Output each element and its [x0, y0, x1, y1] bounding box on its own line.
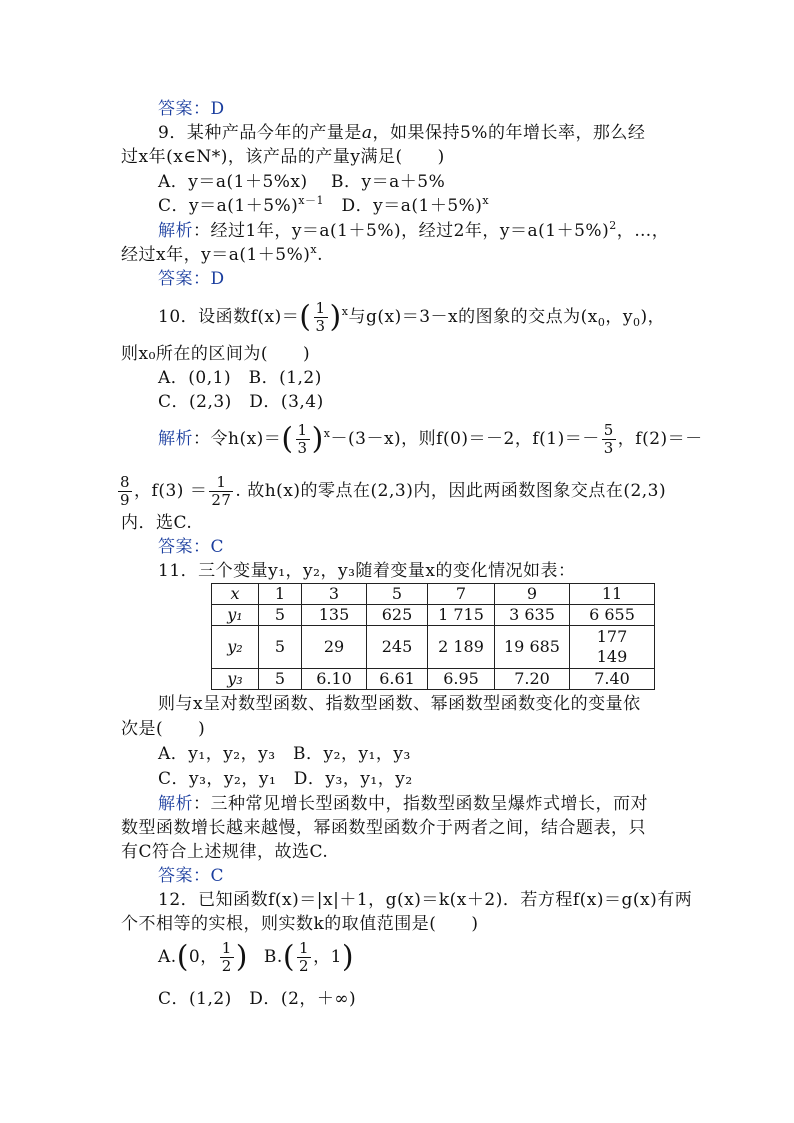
q9-answer: 答案：D [158, 269, 225, 289]
q10-options-cd: C．(2,3) D．(3,4) [158, 392, 324, 412]
table-cell: 9 [495, 584, 570, 605]
fraction: $\frac{1}{3}$ [315, 299, 326, 335]
q11-stem-line2: 次是( ) [121, 719, 206, 739]
table-cell: 177 149 [570, 626, 655, 669]
table-cell: 5 [367, 584, 428, 605]
q10-analysis-line1: 解析：令h(x)＝( $\frac{1}{3}$ )$^x$－(3－x)，则f(0)＝－2，f(1)＝－ $\frac{5}{3}$ ，f(2)＝－ [158, 421, 703, 457]
table-cell: 6.61 [367, 669, 428, 690]
q12-stem-line2: 个不相等的实根，则实数k的取值范围是( ) [121, 914, 479, 934]
q8-answer: 答案：D [158, 99, 225, 119]
table-cell: 7.20 [495, 669, 570, 690]
table-cell: 6 655 [570, 605, 655, 626]
table-cell: 6.10 [302, 669, 367, 690]
q11-answer: 答案：C [158, 866, 225, 886]
table-cell: 6.95 [428, 669, 495, 690]
q9-options-ab: A．y＝a(1＋5%x) B．y＝a＋5% [158, 172, 446, 192]
table-cell: 29 [302, 626, 367, 669]
q10-analysis-line3: 内．选C. [121, 513, 193, 533]
q11-analysis-line1: 解析：三种常见增长型函数中，指数型函数呈爆炸式增长，而对 [158, 794, 648, 814]
q9-stem-line2: 过x年(x∈N*)，该产品的产量y满足( ) [121, 147, 445, 167]
table-cell: 19 685 [495, 626, 570, 669]
q11-analysis-line2: 数型函数增长越来越慢，幂函数型函数介于两者之间，结合题表，只 [121, 818, 646, 838]
q11-options-cd: C．y₃，y₂，y₁ D．y₃，y₁，y₂ [158, 769, 413, 789]
q10-stem-line1: 10．设函数f(x)＝( $\frac{1}{3}$ )$^x$与g(x)＝3－x的图象的交点为($x_0$，$y_0$)， [158, 299, 666, 335]
q9-stem-line1: 9．某种产品今年的产量是a，如果保持5%的年增长率，那么经 [158, 123, 646, 143]
q9-analysis-line2: 经过x年，$y=a(1+5\%)^x$. [121, 243, 324, 265]
table-cell: 3 635 [495, 605, 570, 626]
table-header-row [212, 584, 655, 605]
q11-options-ab: A．y₁，y₂，y₃ B．y₂，y₁，y₃ [158, 744, 411, 764]
q12-options-ab: A.(0， $\frac{1}{2}$ ) B.( $\frac{1}{2}$ ，1) [158, 939, 355, 975]
q12-options-cd: C．(1,2) D．(2，＋∞) [158, 989, 357, 1009]
table-cell: 7.40 [570, 669, 655, 690]
table-cell: 2 189 [428, 626, 495, 669]
table-row [212, 626, 655, 669]
table-cell: 245 [367, 626, 428, 669]
q12-stem-line1: 12．已知函数f(x)＝|x|＋1，g(x)＝k(x＋2)．若方程f(x)＝g(x)有两 [158, 890, 693, 910]
table-cell: 5 [259, 669, 302, 690]
q10-options-ab: A．(0,1) B．(1,2) [158, 368, 322, 388]
q10-stem-line2: 则x₀所在的区间为( ) [121, 344, 311, 364]
table-cell: 11 [570, 584, 655, 605]
q11-data-table [211, 583, 655, 690]
q9-options-cd: C．$y=a(1+5\%)^{x-1}$ D．$y=a(1+5\%)^x$ [158, 194, 490, 216]
table-row [212, 605, 655, 626]
table-row [212, 669, 655, 690]
q10-analysis-line2: $\frac{8}{9}$ ，f(3) ＝ $\frac{1}{27}$ . 故h(x)的零点在(2,3)内，因此两函数图象交点在(2,3) [120, 473, 667, 509]
table-cell: y₂ [212, 626, 259, 669]
table-cell: 625 [367, 605, 428, 626]
q11-analysis-line3: 有C符合上述规律，故选C. [121, 842, 329, 862]
table-cell: 5 [259, 626, 302, 669]
table-cell: x [212, 584, 259, 605]
table-cell: 1 715 [428, 605, 495, 626]
table-cell: 5 [259, 605, 302, 626]
table-cell: y₃ [212, 669, 259, 690]
q9-analysis-line1: 解析：经过1年，y＝a(1＋5%)，经过2年，$y=a(1+5\%)^2$，…， [158, 219, 670, 241]
q10-answer: 答案：C [158, 537, 225, 557]
q11-intro: 11．三个变量y₁，y₂，y₃随着变量x的变化情况如表： [158, 561, 576, 581]
table-cell: 1 [259, 584, 302, 605]
q11-stem-line1: 则与x呈对数型函数、指数型函数、幂函数型函数变化的变量依 [158, 694, 641, 714]
table-cell: y₁ [212, 605, 259, 626]
table-cell: 7 [428, 584, 495, 605]
table-cell: 135 [302, 605, 367, 626]
table-cell: 3 [302, 584, 367, 605]
